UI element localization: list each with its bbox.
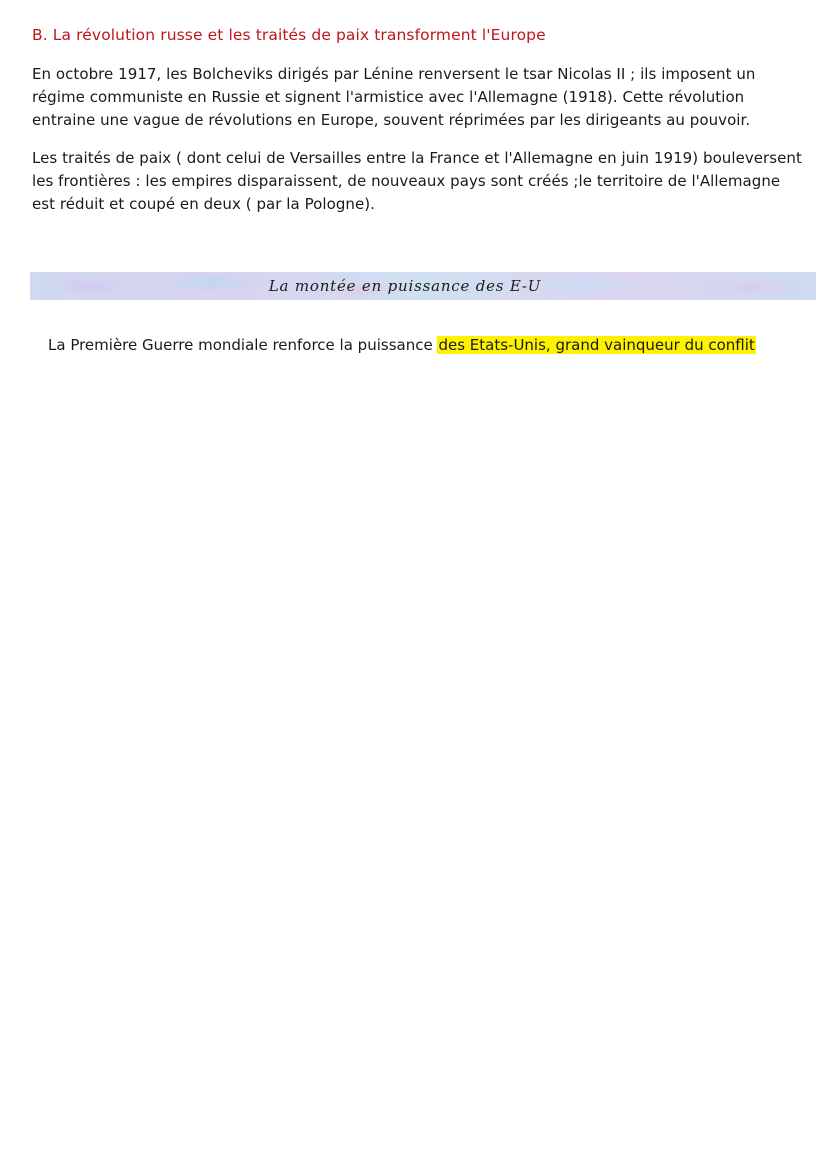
intro-sentence: [48, 334, 756, 357]
section-heading: B. La révolution russe et les traités de paix transforment l'Europe: [32, 26, 546, 44]
intro-text: La Première Guerre mondiale renforce la puissance: [48, 336, 438, 354]
banner-title: La montée en puissance des E-U: [268, 277, 542, 295]
paragraph-peace-treaties: Les traités de paix ( dont celui de Versailles entre la France et l'Allemagne en juin 1919) bouleversent les frontières : les empires disparaissent, de nouveaux pays sont créés ;le territoire de l'Allemagne est réduit et coupé en deux ( par la Pologne).: [32, 149, 802, 213]
title-banner: [30, 272, 816, 300]
paragraph-russian-revolution: En octobre 1917, les Bolcheviks dirigés par Lénine renversent le tsar Nicolas II ; ils imposent un régime communiste en Russie et signent l'armistice avec l'Allemagne (1918). Cette révolution entraine une vague de révolutions en Europe, souvent réprimées par les dirigeants au pouvoir.: [32, 65, 756, 129]
highlighted-text: des Etats-Unis, grand vainqueur du conflit: [438, 336, 755, 354]
